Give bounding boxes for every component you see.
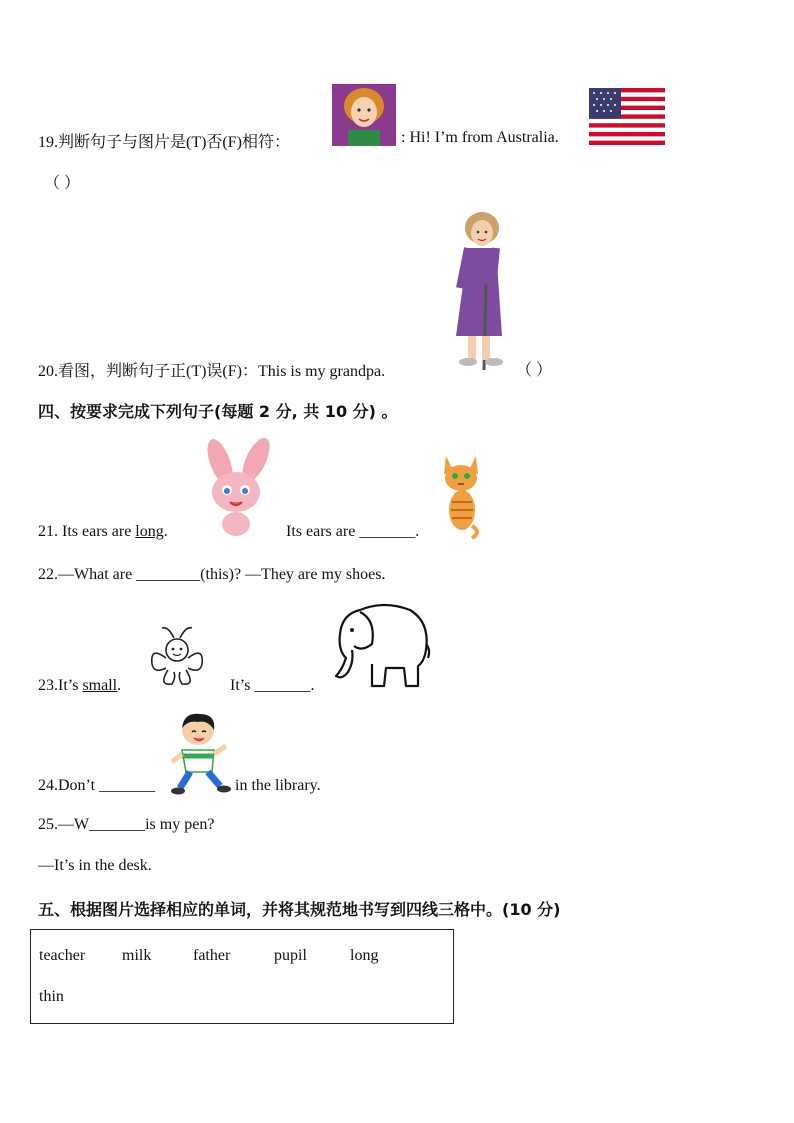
q23-answer-line[interactable]: It’s _______. — [230, 677, 315, 694]
section5-heading: 五、根据图片选择相应的单词，并将其规范地书写到四线三格中。(10 分) — [38, 900, 561, 919]
q19-prompt: 19.判断句子与图片是(T)否(F)相符： — [38, 134, 290, 151]
word-bank-item: father — [193, 947, 231, 964]
q24-suffix: in the library. — [235, 777, 321, 794]
girl-portrait-icon — [332, 84, 396, 146]
q23-underlined-word: small — [82, 677, 118, 694]
us-flag-icon — [589, 88, 665, 145]
word-bank-box — [30, 929, 454, 1024]
word-bank-item: thin — [39, 988, 64, 1005]
q25-question[interactable]: 25.—W_______is my pen? — [38, 816, 215, 833]
q23-suffix: . — [117, 677, 122, 694]
q20-prompt: 20.看图，判断句子正(T)误(F)：This is my grandpa. — [38, 363, 386, 380]
q21-prefix: 21. Its ears are — [38, 523, 136, 540]
q19-answer-blank[interactable]: （ ） — [44, 175, 81, 192]
cat-icon — [438, 452, 484, 540]
butterfly-icon — [146, 624, 206, 690]
q19-sentence: : Hi! I’m from Australia. — [401, 129, 559, 146]
q25-answer: —It’s in the desk. — [38, 857, 152, 874]
word-bank-item: teacher — [39, 947, 86, 964]
running-boy-icon — [168, 710, 232, 796]
section4-heading: 四、按要求完成下列句子(每题 2 分, 共 10 分) 。 — [38, 402, 398, 421]
q23-sentence — [38, 677, 121, 695]
q22-sentence[interactable]: 22.—What are ________(this)? —They are my shoes. — [38, 566, 386, 583]
elephant-icon — [332, 600, 432, 692]
rabbit-icon — [196, 438, 278, 538]
q24-sentence[interactable]: 24.Don’t _______ — [38, 777, 156, 794]
q21-answer-line[interactable]: Its ears are _______. — [286, 523, 420, 540]
q21-underlined-word: long — [135, 523, 164, 540]
word-bank-item: pupil — [274, 947, 307, 964]
q21-suffix: . — [163, 523, 168, 540]
word-bank-item: long — [350, 947, 379, 964]
q23-prefix: 23.It’s — [38, 677, 83, 694]
q20-answer-blank[interactable]: （ ） — [516, 362, 553, 379]
grandma-with-cane-icon — [446, 208, 512, 372]
word-bank-item: milk — [122, 947, 152, 964]
q21-sentence — [38, 523, 168, 541]
